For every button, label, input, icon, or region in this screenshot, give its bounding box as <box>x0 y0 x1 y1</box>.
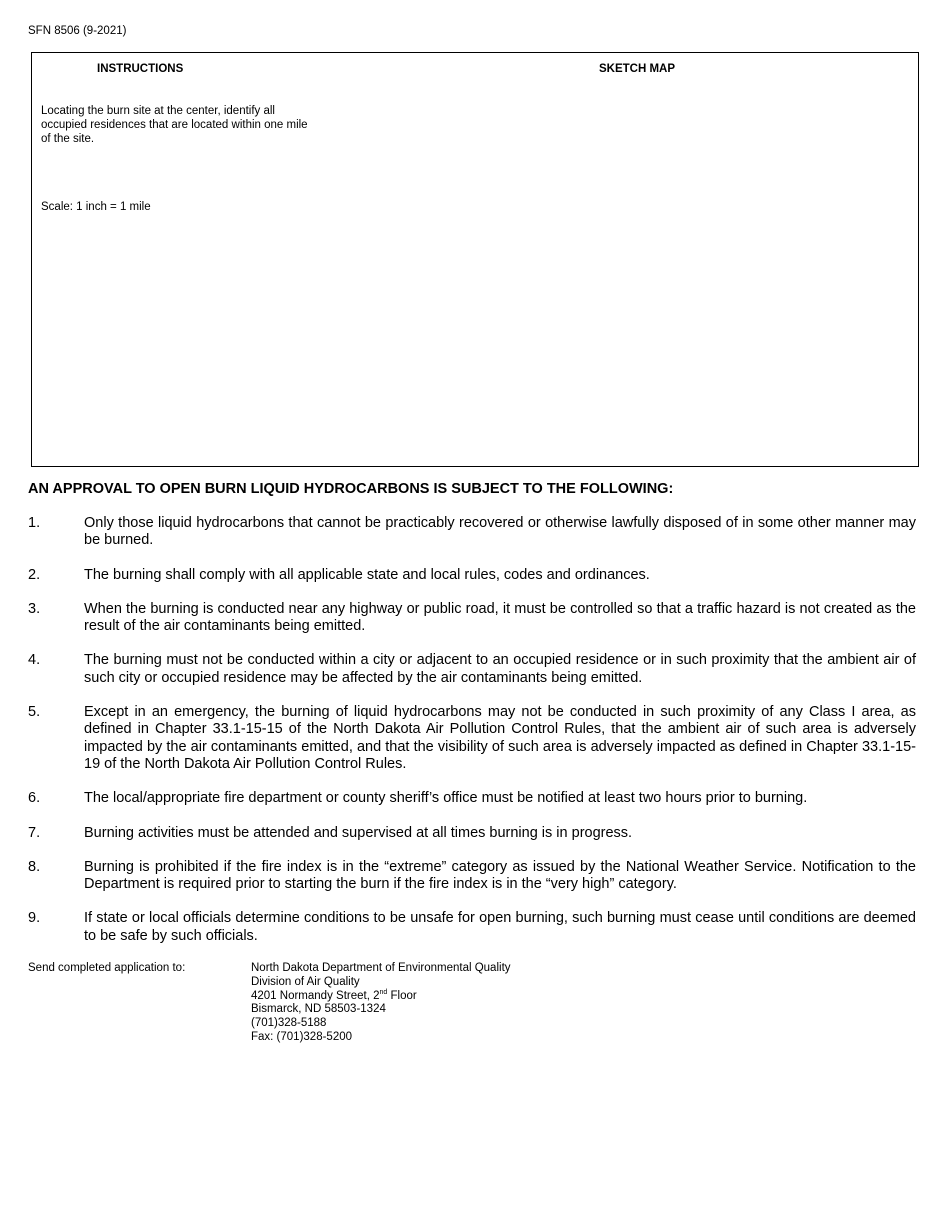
condition-item <box>28 652 916 687</box>
instructions-heading: INSTRUCTIONS <box>97 63 184 75</box>
condition-number: 3. <box>28 600 41 617</box>
condition-item <box>28 567 916 584</box>
condition-text: When the burning is conducted near any highway or public road, it must be controlled so that a traffic hazard is not created as the result of the air contaminants being emitted. <box>84 600 916 635</box>
condition-item <box>28 704 916 773</box>
condition-item <box>28 825 916 842</box>
condition-number: 9. <box>28 910 41 927</box>
address-street-suffix: Floor <box>387 989 417 1002</box>
condition-text: Except in an emergency, the burning of liquid hydrocarbons may not be conducted in such proximity of any Class I area, as defined in Chapter 33.1-15-15 of the North Dakota Air Pollution Control Rules, that the ambient air of such area is adversely impacted by the air contaminants emitted, and that the visibility of such area is adversely impacted as defined in Chapter 33.1-15-19 of the North Dakota Air Pollution Control Rules. <box>84 704 916 772</box>
address-fax: Fax: (701)328-5200 <box>251 1030 353 1043</box>
condition-number: 4. <box>28 652 41 669</box>
condition-item <box>28 515 916 550</box>
sketch-map-heading: SKETCH MAP <box>599 63 676 75</box>
condition-text: The burning must not be conducted within a city or adjacent to an occupied residence or in such proximity that the ambient air of such city or occupied residence may be affected by the air contaminants being emitted. <box>84 652 916 686</box>
condition-text: The local/appropriate fire department or county sheriff’s office must be notified at least two hours prior to burning. <box>84 790 808 807</box>
address-phone: (701)328-5188 <box>251 1017 327 1030</box>
condition-number: 7. <box>28 824 41 841</box>
address-street-prefix: 4201 Normandy Street, 2 <box>251 989 380 1002</box>
condition-number: 2. <box>28 566 41 583</box>
conditions-list <box>28 515 916 962</box>
address-street-ordinal: nd <box>379 988 388 996</box>
instructions-text: Locating the burn site at the center, identify all occupied residences that are located within one mile of the site. <box>41 105 308 145</box>
scale-text: Scale: 1 inch = 1 mile <box>41 201 151 213</box>
condition-number: 5. <box>28 704 41 721</box>
condition-item <box>28 910 916 945</box>
form-number: SFN 8506 (9-2021) <box>28 25 127 37</box>
address-division: Division of Air Quality <box>251 975 360 988</box>
address-city: Bismarck, ND 58503-1324 <box>251 1003 386 1016</box>
address-street <box>251 990 511 1004</box>
condition-item <box>28 601 916 636</box>
condition-text: Burning is prohibited if the fire index is in the “extreme” category as issued by the National Weather Service. Notification to the Department is required prior to starting the burn if the fire index is in the “very high” category. <box>84 858 916 893</box>
conditions-heading: AN APPROVAL TO OPEN BURN LIQUID HYDROCARBONS IS SUBJECT TO THE FOLLOWING: <box>28 481 674 497</box>
condition-item <box>28 790 916 807</box>
condition-text: Only those liquid hydrocarbons that cannot be practicably recovered or otherwise lawfully disposed of in some other manner may be burned. <box>84 515 916 549</box>
sketch-map-box <box>31 52 919 467</box>
condition-text: If state or local officials determine conditions to be unsafe for open burning, such burning must cease until conditions are deemed to be safe by such officials. <box>84 910 916 944</box>
address-department: North Dakota Department of Environmental Quality <box>251 962 511 974</box>
mailing-address <box>251 962 511 1045</box>
condition-number: 1. <box>28 515 41 531</box>
condition-number: 6. <box>28 790 41 807</box>
condition-text: Burning activities must be attended and supervised at all times burning is in progress. <box>84 824 633 841</box>
condition-item <box>28 859 916 894</box>
condition-number: 8. <box>28 858 41 875</box>
send-to-label: Send completed application to: <box>28 962 186 974</box>
condition-text: The burning shall comply with all applicable state and local rules, codes and ordinances. <box>84 566 650 583</box>
